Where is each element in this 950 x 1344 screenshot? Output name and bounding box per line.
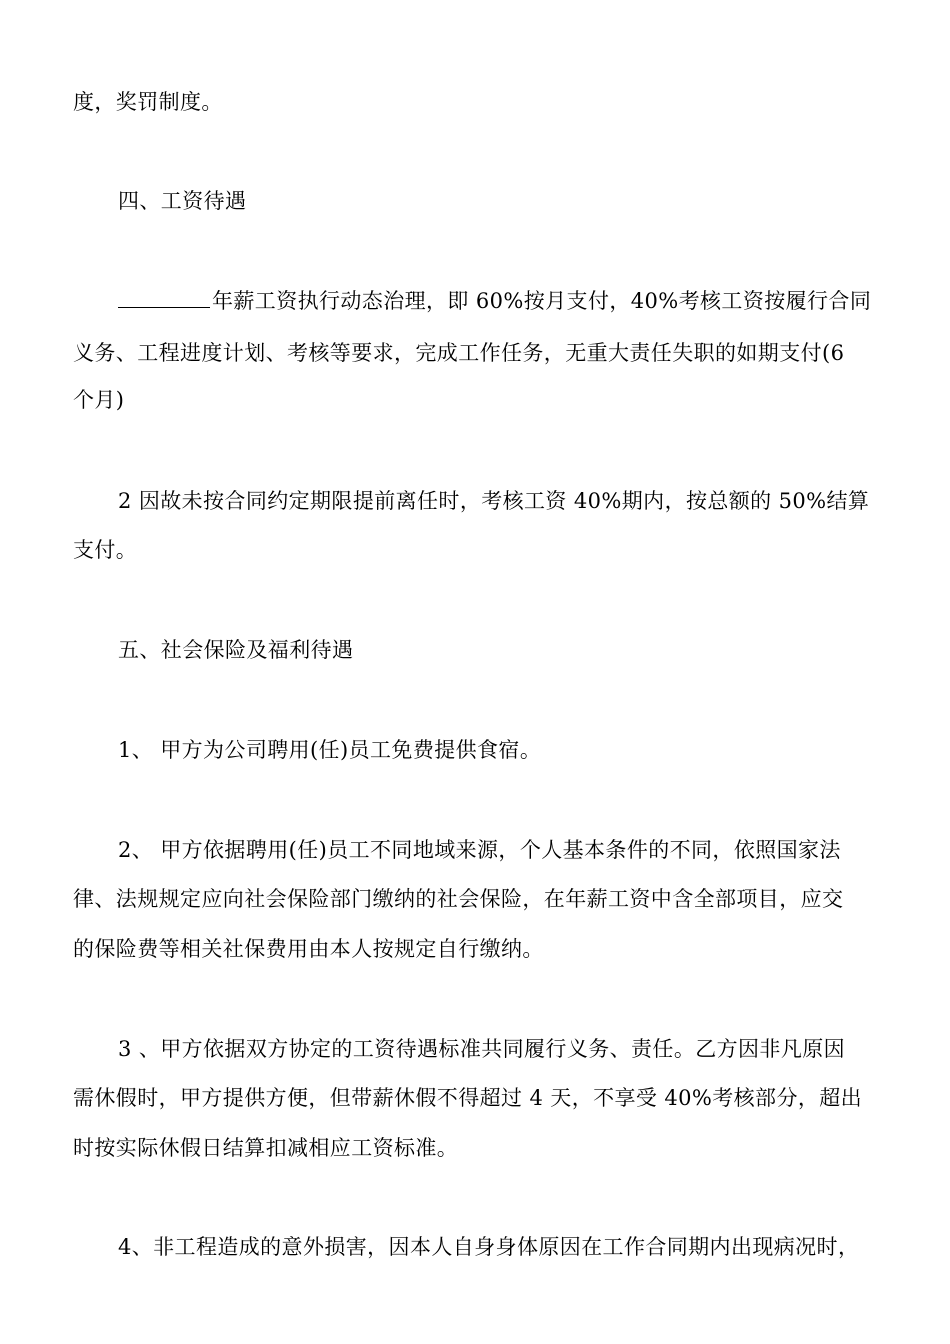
text-line-3-content: 年薪工资执行动态治理，即 60%按月支付，40%考核工资按履行合同 (212, 289, 872, 313)
text-line-15: 时按实际休假日结算扣减相应工资标准。 (73, 1136, 459, 1160)
section-heading-5: 五、社会保险及福利待遇 (118, 638, 354, 662)
text-line-1: 度，奖罚制度。 (73, 90, 223, 114)
text-line-3 (118, 287, 938, 315)
text-line-10: 2、 甲方依据聘用(任)员工不同地域来源，个人基本条件的不同，依照国家法 (118, 838, 841, 862)
blank-fill-line (118, 289, 210, 308)
text-line-11: 律、法规规定应向社会保险部门缴纳的社会保险，在年薪工资中含全部项目，应交 (73, 887, 844, 911)
section-heading-4: 四、工资待遇 (118, 189, 247, 213)
text-line-6: 2 因故未按合同约定期限提前离任时，考核工资 40%期内，按总额的 50%结算 (118, 489, 870, 513)
text-line-16: 4、非工程造成的意外损害，因本人自身身体原因在工作合同期内出现病况时， (118, 1235, 860, 1259)
text-line-14: 需休假时，甲方提供方便，但带薪休假不得超过 4 天，不享受 40%考核部分，超出 (73, 1086, 863, 1110)
text-line-9: 1、 甲方为公司聘用(任)员工免费提供食宿。 (118, 738, 542, 762)
text-line-12: 的保险费等相关社保费用由本人按规定自行缴纳。 (73, 937, 544, 961)
text-line-5: 个月) (73, 388, 125, 412)
text-line-7: 支付。 (73, 538, 138, 562)
text-line-13: 3 、甲方依据双方协定的工资待遇标准共同履行义务、责任。乙方因非凡原因 (118, 1037, 846, 1061)
text-line-4: 义务、工程进度计划、考核等要求，完成工作任务，无重大责任失职的如期支付(6 (73, 341, 845, 365)
